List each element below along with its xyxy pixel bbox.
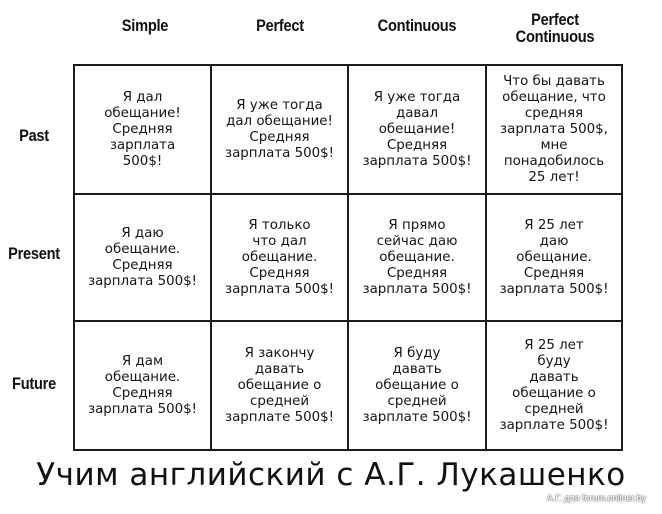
row-header-future: Future bbox=[12, 374, 56, 393]
column-header-perfect-continuous: Perfect Continuous bbox=[515, 10, 595, 46]
cell-text: Я уже тогда дал обещание! Средняя зарплата 500$! bbox=[224, 97, 335, 161]
cell-text: Я закончу давать обещание о средней зарплате 500$! bbox=[224, 345, 335, 425]
column-header-perfect: Perfect bbox=[256, 16, 304, 35]
cell-future-continuous bbox=[349, 322, 485, 449]
cell-text: Я уже тогда давал обещание! Средняя зарплата 500$! bbox=[362, 89, 472, 169]
cell-text: Я буду давать обещание о средней зарплате 500$! bbox=[362, 345, 472, 425]
column-header-continuous: Continuous bbox=[377, 16, 457, 35]
watermark: А.Г. для forum.onliner.by bbox=[546, 493, 646, 503]
caption: Учим английский с А.Г. Лукашенко bbox=[36, 457, 626, 493]
row-header-past: Past bbox=[19, 126, 49, 145]
cell-past-continuous bbox=[349, 66, 485, 193]
cell-text: Что бы давать обещание, что средняя зарплата 500$, мне понадобилось 25 лет! bbox=[500, 73, 608, 185]
cell-text: Я 25 лет буду давать обещание о средней зарплате 500$! bbox=[499, 337, 609, 433]
cell-text: Я только что дал обещание. Средняя зарплата 500$! bbox=[224, 217, 335, 297]
cell-text: Я дал обещание! Средняя зарплата 500$! bbox=[104, 89, 181, 169]
cell-future-simple bbox=[75, 322, 210, 449]
cell-present-perfect bbox=[212, 195, 347, 320]
cell-text: Я 25 лет даю обещание. Средняя зарплата 500$! bbox=[499, 217, 609, 297]
cell-text: Я даю обещание. Средняя зарплата 500$! bbox=[87, 225, 198, 289]
cell-past-perfect-continuous bbox=[487, 66, 621, 193]
cell-present-simple bbox=[75, 195, 210, 320]
column-header-simple: Simple bbox=[121, 16, 169, 35]
cell-text: Я дам обещание. Средняя зарплата 500$! bbox=[87, 353, 198, 417]
cell-text: Я прямо сейчас даю обещание. Средняя зарплата 500$! bbox=[362, 217, 472, 297]
cell-past-perfect bbox=[212, 66, 347, 193]
cell-present-continuous bbox=[349, 195, 485, 320]
row-header-present: Present bbox=[8, 244, 60, 263]
cell-past-simple bbox=[75, 66, 210, 193]
cell-present-perfect-continuous bbox=[487, 195, 621, 320]
cell-future-perfect bbox=[212, 322, 347, 449]
cell-future-perfect-continuous bbox=[487, 322, 621, 449]
